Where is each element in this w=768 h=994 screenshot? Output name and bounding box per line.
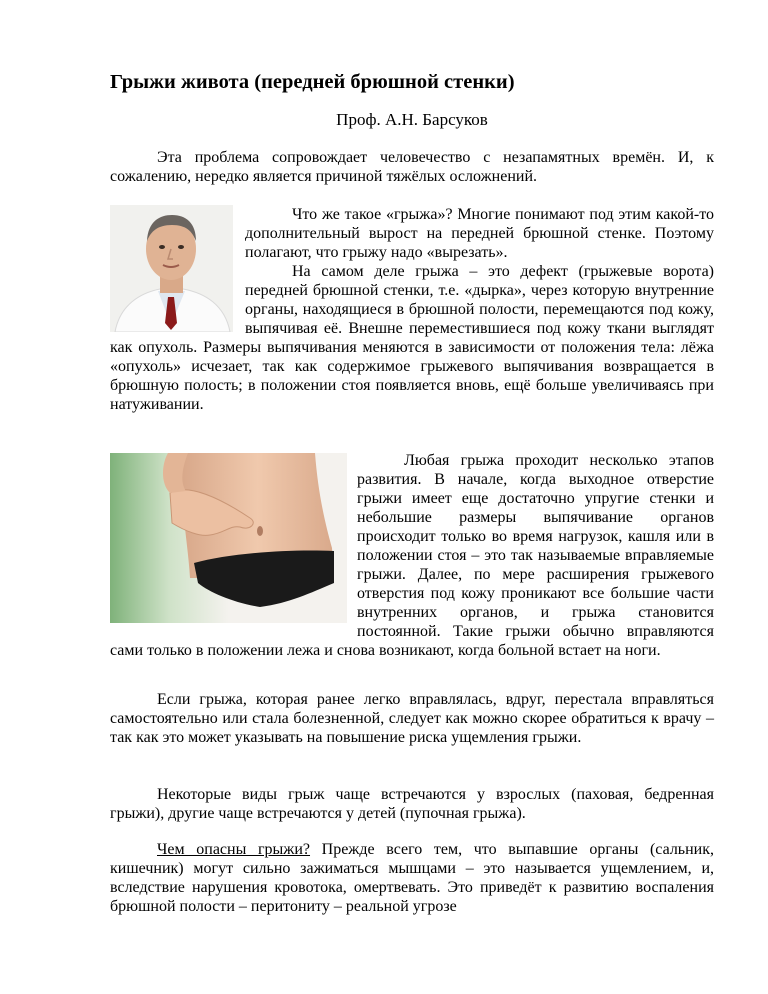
defect-paragraph: На самом деле грыжа – это дефект (грыжевые ворота) передней брюшной стенки, т.е. «дырка», через которую внутренние органы, находящиеся в брюшной полости, перемещаются под кожу, выпячивая её. Внешне переместившиеся под кожу ткани выглядят как опухоль. Размеры выпячивания меняются в зависимости от положения тела: лёжа «опухоль» исчезает, так как содержимое грыжевого выпячивания возвращается в брюшную полость; в положении стоя появляется вновь, ещё больше увеличиваясь при натуживании. (110, 263, 714, 413)
definition-paragraph: Что же такое «грыжа»? Многие понимают под этим какой-то дополнительный вырост на передней брюшной стенке. Поэтому полагают, что грыжу надо «вырезать». (245, 206, 714, 261)
danger-heading: Чем опасны грыжи? (157, 841, 311, 858)
stages-paragraph: Любая грыжа проходит несколько этапов развития. В начале, когда выходное отверстие грыжи имеет еще достаточно упругие стенки и небольшие размеры выпячивание органов происходит только во время нагрузок, кашля или в положении стоя – это так называемые вправляемые грыжи. Далее, по мере расширения грыжевого отверстия под кожу проникают все большие части внутренних органов, и грыжа становится постоянной. Такие грыжи обычно вправляются сами только в положении лежа и снова возникают, когда больной встает на ноги. (110, 452, 714, 659)
author-photo (110, 205, 233, 332)
intro-paragraph: Эта проблема сопровождает человечество с незапамятных времён. И, к сожалению, нередко является причиной тяжёлых осложнений. (110, 149, 714, 185)
doctor-paragraph: Если грыжа, которая ранее легко вправлялась, вдруг, перестала вправляться самостоятельно или стала болезненной, следует как можно скорее обратиться к врачу – так как это может указывать на повышение риска ущемления грыжи. (110, 691, 714, 746)
danger-paragraph (110, 840, 714, 916)
section-stages (110, 451, 714, 660)
abdomen-photo (110, 453, 347, 623)
article-author: Проф. А.Н. Барсуков (336, 110, 488, 129)
section-definition (110, 205, 714, 414)
types-paragraph: Некоторые виды грыж чаще встречаются у взрослых (паховая, бедренная грыжи), другие чаще встречаются у детей (пупочная грыжа). (110, 786, 714, 822)
section-danger (110, 840, 714, 916)
article-title: Грыжи живота (передней брюшной стенки) (110, 71, 515, 93)
section-types (110, 785, 714, 823)
danger-text: Прежде всего тем, что выпавшие органы (сальник, кишечник) могут сильно зажиматься мышцами – это называется ущемлением, и, вследствие нарушения кровотока, омертвевать. Это приведёт к развитию воспаления брюшной полости – перитониту – реальной угрозе (110, 841, 715, 915)
intro-block (110, 148, 714, 186)
section-doctor (110, 690, 714, 747)
